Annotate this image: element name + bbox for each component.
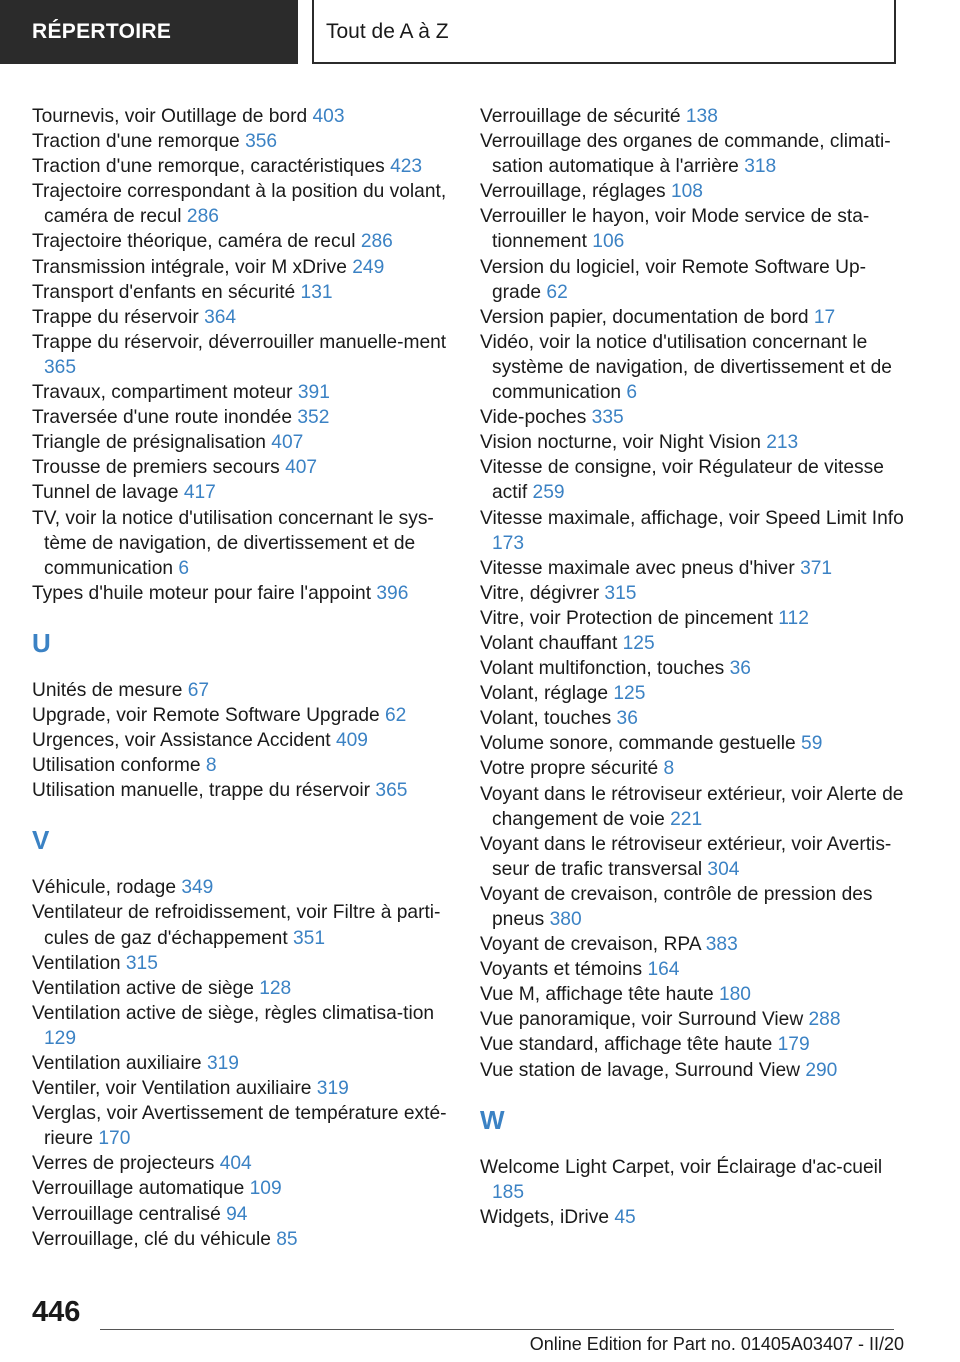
index-entry [32, 455, 452, 480]
index-page-link[interactable]: 125 [613, 683, 646, 705]
index-page-link[interactable]: 213 [766, 432, 799, 454]
index-entry-term: Voyant de crevaison, RPA [480, 934, 706, 956]
index-page-link[interactable]: 351 [293, 927, 326, 949]
chapter-title: Tout de A à Z [312, 0, 896, 64]
index-entry-term: Vitesse maximale avec pneus d'hiver [480, 557, 801, 579]
index-page-link[interactable]: 286 [186, 206, 219, 228]
index-entry-term: Volant, réglage [480, 683, 614, 705]
index-page-link[interactable]: 179 [777, 1034, 810, 1056]
index-entry-term: TV, voir la notice d'utilisation concernant le sys-tème de navigation, de divertissement et de communication [32, 507, 434, 579]
index-entry [32, 728, 452, 753]
index-entry-term: Verrouillage automatique [32, 1178, 250, 1200]
page-number: 446 [32, 1296, 81, 1328]
index-entry [480, 1155, 910, 1205]
index-entry-term: Trappe du réservoir [32, 306, 205, 328]
index-entry [32, 678, 452, 703]
index-entry [32, 1076, 452, 1101]
index-page-link[interactable]: 365 [375, 780, 408, 802]
index-entry [480, 656, 910, 681]
index-page-link[interactable]: 180 [718, 984, 751, 1006]
index-page-link[interactable]: 62 [546, 281, 568, 303]
index-entry-term: Trajectoire théorique, caméra de recul [32, 231, 361, 253]
index-column-right [480, 104, 910, 1230]
index-entry [480, 1032, 910, 1057]
index-entry [32, 480, 452, 505]
index-page-link[interactable]: 407 [285, 457, 318, 479]
index-entry-term: Version du logiciel, voir Remote Software Up-grade [480, 256, 867, 303]
footer-divider [100, 1329, 894, 1330]
index-page-link[interactable]: 407 [271, 432, 304, 454]
index-entry [32, 104, 452, 129]
index-entry [32, 1151, 452, 1176]
index-entry [480, 1007, 910, 1032]
index-entry-term: Volant, touches [480, 708, 617, 730]
index-entry [32, 753, 452, 778]
index-letter-heading: U [32, 627, 51, 658]
index-entry-term: Vidéo, voir la notice d'utilisation concernant le système de navigation, de divertissement et de communication [480, 331, 892, 404]
index-entry-term: Urgences, voir Assistance Accident [32, 730, 336, 752]
index-page-link[interactable]: 131 [300, 281, 333, 303]
index-entry [480, 982, 910, 1007]
index-page-link[interactable]: 404 [219, 1153, 252, 1175]
index-entry [32, 305, 452, 330]
index-entry-term: Vue panoramique, voir Surround View [480, 1009, 809, 1031]
index-entry-term: Types d'huile moteur pour faire l'appoint [32, 582, 377, 604]
index-entry [480, 305, 910, 330]
index-entry [480, 1205, 910, 1230]
index-page-link[interactable]: 335 [591, 407, 624, 429]
index-entry [32, 129, 452, 154]
index-entry-term: Verres de projecteurs [32, 1153, 220, 1175]
index-entry-term: Ventilation [32, 952, 126, 974]
index-entry [480, 1058, 910, 1083]
index-entry [480, 756, 910, 781]
index-page-link[interactable]: 288 [808, 1009, 841, 1031]
index-entry-term: Upgrade, voir Remote Software Upgrade [32, 704, 386, 726]
index-entry [480, 957, 910, 982]
index-entry [480, 706, 910, 731]
index-entry-term: Vitesse maximale, affichage, voir Speed Limit Info [480, 507, 904, 529]
index-page-link[interactable]: 106 [592, 231, 625, 253]
index-entry [480, 782, 910, 832]
index-entry-term: Volant chauffant [480, 632, 623, 654]
index-entry-term: Vitre, dégivrer [480, 582, 605, 604]
index-letter-heading: V [32, 825, 50, 856]
index-entry-term: Verrouillage de sécurité [480, 106, 686, 127]
index-page-link[interactable]: 138 [685, 106, 718, 127]
index-entry-term: Traction d'une remorque [32, 131, 246, 153]
index-entry [32, 330, 452, 380]
index-entry [480, 129, 910, 179]
page-header [0, 0, 960, 66]
index-entry [32, 951, 452, 976]
index-entry-term: Volant multifonction, touches [480, 658, 730, 680]
index-entry [480, 631, 910, 656]
index-entry-term: Verrouillage des organes de commande, climati-sation automatique à l'arrière [480, 131, 891, 178]
index-entry [32, 900, 452, 950]
index-page-link[interactable]: 170 [98, 1128, 131, 1150]
index-entry [32, 229, 452, 254]
index-entry-term: Vitre, voir Protection de pincement [480, 607, 779, 629]
index-entry [480, 581, 910, 606]
index-entry [32, 1227, 452, 1252]
index-entry-term: Voyants et témoins [480, 959, 648, 981]
index-entry-term: Tournevis, voir Outillage de bord [32, 106, 313, 127]
index-page-link[interactable]: 423 [390, 156, 423, 178]
section-tab: RÉPERTOIRE [0, 0, 298, 64]
index-page-link[interactable]: 8 [205, 755, 217, 777]
index-page-link[interactable]: 112 [778, 607, 809, 629]
index-entry [32, 1176, 452, 1201]
index-page-link[interactable]: 128 [259, 977, 292, 999]
index-entry-term: Voyant de crevaison, contrôle de pression des pneus [480, 883, 873, 930]
index-entry [480, 506, 910, 556]
index-entry [32, 430, 452, 455]
index-entry-term: Trappe du réservoir, déverrouiller manuelle-ment [32, 331, 447, 353]
index-entry [480, 556, 910, 581]
index-entry-term: Volume sonore, commande gestuelle [480, 733, 802, 755]
index-entry-term: Vue M, affichage tête haute [480, 984, 719, 1006]
index-entry-term: Vision nocturne, voir Night Vision [480, 432, 767, 454]
index-entry [32, 405, 452, 430]
index-page-link[interactable]: 185 [492, 1181, 525, 1203]
index-entry-term: Triangle de présignalisation [32, 432, 272, 454]
index-entry [32, 280, 452, 305]
index-entry-term: Ventilation auxiliaire [32, 1053, 207, 1074]
index-entry [32, 380, 452, 405]
index-page-link[interactable]: 290 [805, 1059, 838, 1081]
index-page-link[interactable]: 315 [125, 952, 158, 974]
index-entry-term: Verrouillage centralisé [32, 1203, 227, 1225]
index-page-link[interactable]: 108 [670, 181, 703, 203]
index-entry [32, 506, 452, 581]
index-entry-term: Utilisation manuelle, trappe du réservoir [32, 780, 376, 802]
index-entry [32, 976, 452, 1001]
index-entry [480, 681, 910, 706]
index-entry [480, 204, 910, 254]
index-entry-term: Trousse de premiers secours [32, 457, 286, 479]
index-page-link[interactable]: 62 [385, 704, 407, 726]
index-entry-term: Voyant dans le rétroviseur extérieur, voir Alerte de changement de voie [480, 783, 904, 830]
index-entry-term: Vitesse de consigne, voir Régulateur de vitesse actif [480, 457, 884, 504]
index-page-link[interactable]: 173 [492, 532, 525, 554]
index-page-link[interactable]: 129 [44, 1027, 77, 1049]
index-page-link[interactable]: 304 [707, 858, 740, 880]
index-page-link[interactable]: 36 [616, 708, 638, 730]
index-entry [480, 104, 910, 129]
index-page-link[interactable]: 409 [335, 730, 368, 752]
index-page-link[interactable]: 364 [204, 306, 237, 328]
index-entry [32, 1001, 452, 1051]
index-entry-term: Unités de mesure [32, 679, 188, 701]
index-entry [32, 581, 452, 606]
index-entry-term: Welcome Light Carpet, voir Éclairage d'ac-cueil [480, 1156, 883, 1178]
index-page-link[interactable]: 259 [532, 482, 565, 504]
index-page-link[interactable]: 319 [316, 1078, 349, 1100]
index-entry-term: Trajectoire correspondant à la position du volant, caméra de recul [32, 181, 447, 228]
index-entry-term: Ventilation active de siège, règles climatisa-tion [32, 1002, 435, 1024]
index-entry [32, 1101, 452, 1151]
index-entry [480, 882, 910, 932]
index-page-link[interactable]: 6 [178, 557, 190, 579]
index-page-link[interactable]: 125 [622, 632, 655, 654]
index-page-link[interactable]: 403 [312, 106, 345, 127]
index-page-link[interactable]: 6 [626, 382, 638, 404]
index-entry-term: Verglas, voir Avertissement de température exté-rieure [32, 1103, 447, 1150]
index-page-link[interactable]: 286 [360, 231, 393, 253]
index-entry-term: Traversée d'une route inondée [32, 407, 298, 429]
index-entry-term: Ventilateur de refroidissement, voir Filtre à parti-cules de gaz d'échappement [32, 902, 441, 949]
index-page-link[interactable]: 380 [549, 909, 582, 930]
index-entry-term: Verrouillage, réglages [480, 181, 671, 203]
index-page-link[interactable]: 67 [187, 679, 210, 701]
index-entry-term: Traction d'une remorque, caractéristiques [32, 156, 391, 178]
index-page-link[interactable]: 356 [245, 131, 278, 153]
index-entry-term: Verrouiller le hayon, voir Mode service de sta-tionnement [480, 206, 870, 253]
index-entry [480, 179, 910, 204]
index-entry-term: Transmission intégrale, voir M xDrive [32, 256, 353, 278]
index-entry-term: Vue standard, affichage tête haute [480, 1034, 778, 1056]
index-entry [480, 430, 910, 455]
index-entry [480, 330, 910, 405]
index-entry-term: Votre propre sécurité [480, 758, 664, 780]
index-page-link[interactable]: 36 [729, 658, 751, 680]
index-page-link[interactable]: 383 [705, 934, 738, 956]
index-entry-term: Verrouillage, clé du véhicule [32, 1228, 277, 1250]
index-entry [32, 778, 452, 803]
index-entry-term: Tunnel de lavage [32, 482, 184, 504]
index-entry [32, 1202, 452, 1227]
index-entry-term: Utilisation conforme [32, 755, 206, 777]
index-page-link[interactable]: 109 [249, 1178, 282, 1200]
index-entry [480, 731, 910, 756]
index-entry [480, 832, 910, 882]
index-page-link[interactable]: 391 [297, 382, 330, 404]
index-page-link[interactable]: 365 [44, 356, 77, 378]
index-entry-term: Vide-poches [480, 407, 592, 429]
index-page-link[interactable]: 318 [744, 156, 777, 178]
index-page-link[interactable]: 417 [183, 482, 216, 504]
index-entry [32, 875, 452, 900]
index-page-link[interactable]: 315 [604, 582, 637, 604]
index-page-link[interactable]: 45 [614, 1206, 636, 1228]
index-entry [480, 405, 910, 430]
index-entry [480, 932, 910, 957]
index-entry [32, 179, 452, 229]
index-page-link[interactable]: 59 [801, 733, 823, 755]
index-page-link[interactable]: 85 [276, 1228, 298, 1250]
index-page-link[interactable]: 221 [670, 808, 703, 830]
index-entry-term: Ventilation active de siège [32, 977, 260, 999]
index-entry-term: Version papier, documentation de bord [480, 306, 814, 328]
index-page-link[interactable]: 17 [813, 306, 836, 328]
index-entry-term: Vue station de lavage, Surround View [480, 1059, 806, 1081]
index-entry [480, 255, 910, 305]
index-entry [32, 1051, 452, 1076]
index-page-link[interactable]: 352 [297, 407, 330, 429]
index-entry [32, 703, 452, 728]
index-entry [480, 606, 910, 631]
index-page-link[interactable]: 319 [206, 1053, 239, 1074]
index-page-link[interactable]: 8 [663, 758, 675, 780]
index-entry [480, 455, 910, 505]
index-page-link[interactable]: 371 [800, 557, 833, 579]
index-entry [32, 255, 452, 280]
index-entry-term: Widgets, iDrive [480, 1206, 615, 1228]
index-page-link[interactable]: 94 [226, 1203, 248, 1225]
index-entry-term: Voyant dans le rétroviseur extérieur, voir Avertis-seur de trafic transversal [480, 833, 892, 880]
index-entry-term: Véhicule, rodage [32, 877, 182, 899]
index-entry-term: Ventiler, voir Ventilation auxiliaire [32, 1078, 317, 1100]
index-entry-term: Transport d'enfants en sécurité [32, 281, 301, 303]
index-page-link[interactable]: 396 [376, 582, 409, 604]
index-column-left [32, 104, 452, 1252]
index-letter-heading: W [480, 1104, 505, 1135]
index-page-link[interactable]: 249 [352, 256, 385, 278]
index-entry-term: Travaux, compartiment moteur [32, 382, 298, 404]
footer-edition: Online Edition for Part no. 01405A03407 - II/20 [529, 1334, 904, 1354]
index-page-link[interactable]: 164 [647, 959, 680, 981]
index-entry [32, 154, 452, 179]
index-page-link[interactable]: 349 [181, 877, 214, 899]
